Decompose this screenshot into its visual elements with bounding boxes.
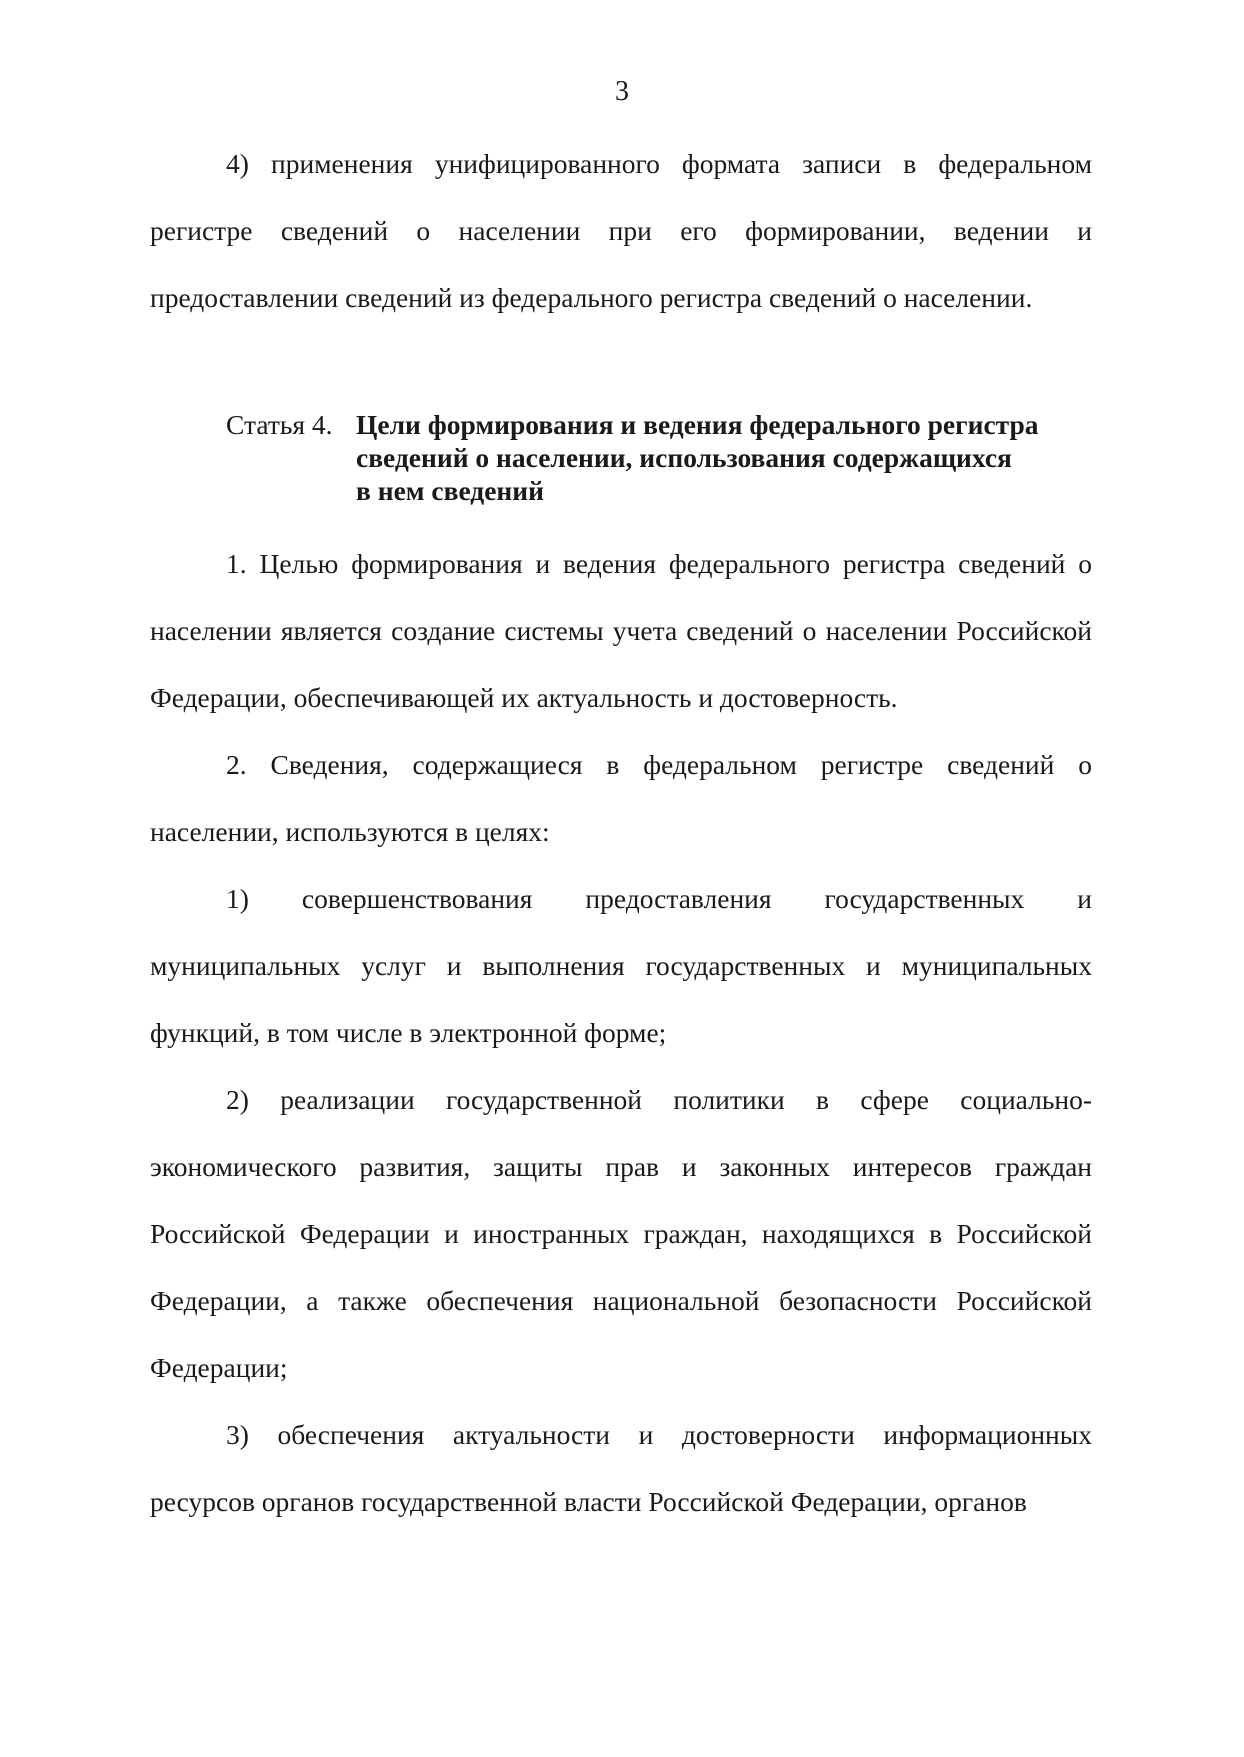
- article-title-line: Цели формирования и ведения федерального регистра: [356, 409, 1039, 440]
- article-title-line: сведений о населении, использования содержащихся: [356, 442, 1012, 473]
- page-number: 3: [615, 76, 629, 107]
- paragraph-part-2: 2. Сведения, содержащиеся в федеральном регистре сведений о населении, используются в целях:: [150, 749, 1092, 847]
- article-title: [356, 408, 1092, 507]
- continuation-block: [150, 130, 1092, 331]
- paragraph-item-3: 3) обеспечения актуальности и достоверности информационных ресурсов органов государственной власти Российской Федерации, органов: [150, 1419, 1092, 1517]
- article-title-line: в нем сведений: [356, 475, 544, 506]
- paragraph-item-2: 2) реализации государственной политики в сфере социально-экономического развития, защиты прав и законных интересов граждан Российской Федерации и иностранных граждан, находящихся в Российской Федерации, а также обеспечения национальной безопасности Российской Федерации;: [150, 1084, 1092, 1383]
- paragraph-item-4: 4) применения унифицированного формата записи в федеральном регистре сведений о населении при его формировании, ведении и предоставлении сведений из федерального регистра сведений о населении.: [150, 148, 1092, 313]
- article-label: Статья 4.: [226, 409, 333, 440]
- paragraph-part-1: 1. Целью формирования и ведения федерального регистра сведений о населении является создание системы учета сведений о населении Российской Федерации, обеспечивающей их актуальность и достоверность.: [150, 548, 1092, 713]
- article-body: [150, 530, 1092, 1535]
- paragraph-item-1: 1) совершенствования предоставления государственных и муниципальных услуг и выполнения государственных и муниципальных функций, в том числе в электронной форме;: [150, 883, 1092, 1048]
